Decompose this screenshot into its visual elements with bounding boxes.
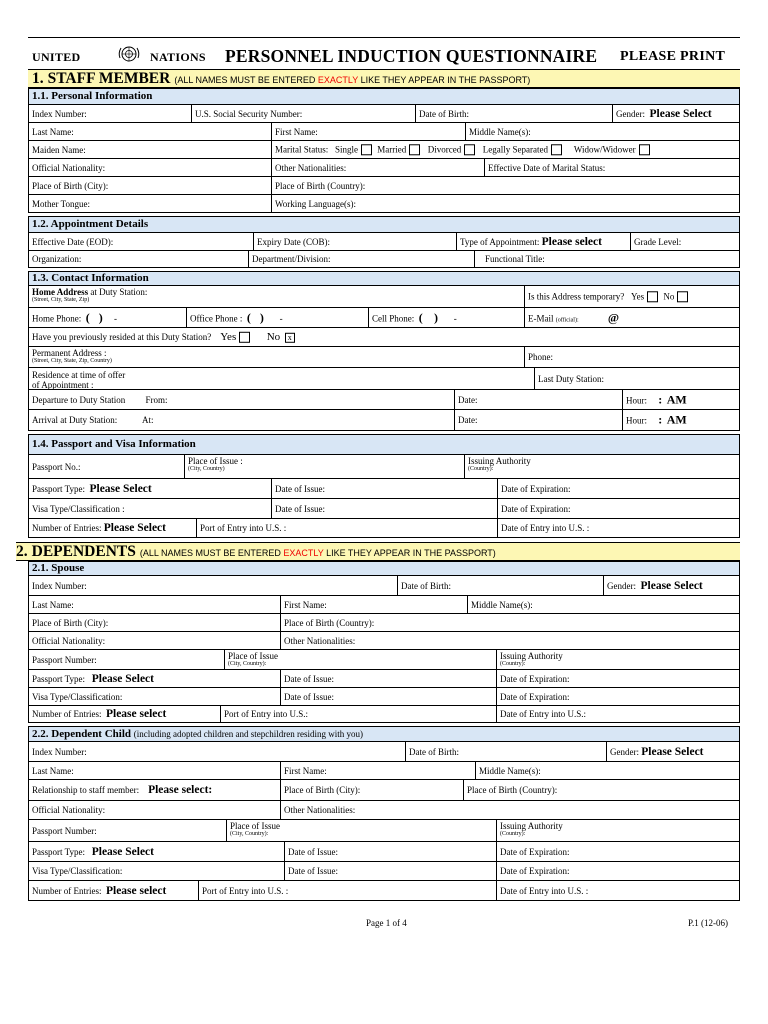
spouse-other-nationalities-field[interactable]: Other Nationalities: (280, 632, 739, 649)
spouse-pob-country-field[interactable]: Place of Birth (Country): (280, 614, 739, 631)
org-name-left: UNITED (32, 50, 81, 64)
child-other-nationalities-field[interactable]: Other Nationalities: (280, 801, 739, 819)
un-emblem-icon (116, 44, 142, 64)
child-official-nationality-field[interactable]: Official Nationality: (32, 805, 106, 815)
entries-value: Please Select (103, 522, 166, 534)
working-language-field[interactable]: Working Language(s): (271, 195, 739, 212)
grade-level-field[interactable]: Grade Level: (630, 233, 739, 250)
permanent-address-field[interactable]: Permanent Address : (Street, City, State, Zip, Country) (32, 348, 112, 364)
contact-information-block (28, 271, 740, 431)
departure-am-label: AM (666, 392, 687, 406)
spouse-port-of-entry-field[interactable]: Port of Entry into U.S.: (220, 706, 496, 722)
passport-date-issue-field[interactable]: Date of Issue: (271, 479, 497, 498)
spouse-row-1 (29, 576, 739, 596)
number-of-entries-select[interactable]: Number of Entries: Please Select (32, 522, 166, 534)
single-checkbox[interactable] (361, 144, 372, 155)
contact-row-4 (29, 347, 739, 368)
form-code: P.1 (12-06) (688, 918, 728, 928)
child-visa-type-field[interactable]: Visa Type/Classification: (32, 866, 123, 876)
appointment-details-block (28, 216, 740, 268)
middle-name-field[interactable]: Middle Name(s): (465, 123, 739, 140)
spouse-row-3 (29, 614, 739, 632)
last-duty-station-field[interactable]: Last Duty Station: (534, 368, 739, 389)
spouse-passport-type-select[interactable]: Passport Type: Please Select (32, 672, 154, 685)
spouse-row-2 (29, 596, 739, 614)
child-gender-value: Please Select (641, 745, 704, 758)
spouse-row-8 (29, 706, 739, 722)
spouse-visa-date-issue-field[interactable]: Date of Issue: (280, 688, 496, 705)
child-entries-select[interactable]: Number of Entries: Please select (32, 884, 167, 897)
child-passport-number-field[interactable]: Passport Number: (32, 825, 97, 836)
married-checkbox[interactable] (409, 144, 420, 155)
page-title: PERSONNEL INDUCTION QUESTIONNAIRE (225, 46, 598, 66)
child-last-name-field[interactable]: Last Name: (32, 765, 74, 776)
child-row-4 (29, 801, 739, 820)
appointment-details-heading: 1.2. Appointment Details (29, 217, 739, 233)
child-index-number-field[interactable]: Index Number: (32, 746, 87, 757)
prev-resided-yes-checkbox[interactable] (239, 332, 250, 343)
personal-row-6 (29, 195, 739, 212)
passport-visa-block (28, 434, 740, 538)
residence-at-offer-field[interactable]: Residence at time of offer of Appointment : (32, 370, 126, 389)
section-2-note: (ALL NAMES MUST BE ENTERED EXACTLY LIKE THEY APPEAR IN THE PASSPORT) (139, 548, 496, 558)
passport-type-value: Please Select (89, 482, 152, 495)
place-of-birth-country-field[interactable]: Place of Birth (Country): (271, 177, 739, 194)
personal-row-2 (29, 123, 739, 141)
spouse-row-7 (29, 688, 739, 706)
section-1-note-emphasis: EXACTLY (317, 75, 359, 85)
child-row-2 (29, 762, 739, 780)
spouse-middle-name-field[interactable]: Middle Name(s): (467, 596, 739, 613)
eod-field[interactable]: Effective Date (EOD): (32, 236, 114, 247)
issuing-authority-field[interactable]: Issuing Authority (Country): (464, 455, 739, 478)
spouse-official-nationality-field[interactable]: Official Nationality: (32, 635, 106, 646)
visa-date-expiration-field[interactable]: Date of Expiration: (497, 499, 739, 518)
contact-information-heading: 1.3. Contact Information (29, 272, 739, 286)
home-phone-field[interactable]: Home Phone: ( ) - (32, 310, 117, 324)
child-dob-field[interactable]: Date of Birth: (405, 742, 606, 761)
ssn-field[interactable]: U.S. Social Security Number: (191, 105, 415, 122)
spouse-dob-field[interactable]: Date of Birth: (397, 576, 603, 595)
office-phone-field[interactable]: Office Phone : ( ) - (186, 308, 368, 327)
child-gender-select[interactable]: Gender: Please Select (606, 742, 739, 761)
mother-tongue-field[interactable]: Mother Tongue: (32, 198, 90, 209)
temporary-no-checkbox[interactable] (677, 291, 688, 302)
spouse-row-6 (29, 670, 739, 688)
spouse-place-of-issue-field[interactable]: Place of Issue (City, Country): (224, 650, 496, 669)
section-1-title: STAFF MEMBER (47, 70, 171, 87)
departure-from-field[interactable]: Departure to Duty Station From: (32, 394, 168, 405)
personal-row-3 (29, 141, 739, 159)
visa-type-field[interactable]: Visa Type/Classification : (32, 503, 125, 514)
arrival-hour-field[interactable]: Hour: : AM (622, 410, 739, 430)
personal-row-1 (29, 105, 739, 123)
spouse-row-4 (29, 632, 739, 650)
spouse-passport-date-expiration-field[interactable]: Date of Expiration: (496, 670, 739, 687)
contact-row-7 (29, 410, 739, 430)
passport-type-select[interactable]: Passport Type: Please Select (32, 482, 152, 495)
departure-hour-field[interactable]: Hour: : AM (622, 390, 739, 409)
section-2-number: 2. (16, 543, 28, 560)
child-issuing-authority-field[interactable]: Issuing Authority (Country): (496, 820, 739, 841)
contact-row-6 (29, 390, 739, 410)
spouse-visa-type-field[interactable]: Visa Type/Classification: (32, 691, 123, 702)
child-passport-date-issue-field[interactable]: Date of Issue: (284, 842, 496, 861)
prev-resided-no-checkbox[interactable]: x (285, 333, 295, 343)
contact-row-5 (29, 368, 739, 390)
first-name-field[interactable]: First Name: (271, 123, 465, 140)
spouse-passport-date-issue-field[interactable]: Date of Issue: (280, 670, 496, 687)
last-name-field[interactable]: Last Name: (32, 126, 74, 137)
section-2-note-emphasis: EXACTLY (283, 548, 324, 558)
child-first-name-field[interactable]: First Name: (280, 762, 475, 779)
please-print-label: PLEASE PRINT (620, 49, 726, 64)
child-entries-value: Please select (105, 884, 167, 897)
child-visa-date-issue-field[interactable]: Date of Issue: (284, 862, 496, 880)
appointment-type-select[interactable]: Type of Appointment: Please select (456, 233, 630, 250)
email-field[interactable]: E-Mail (official): @ (524, 308, 739, 327)
child-passport-type-select[interactable]: Passport Type: Please Select (32, 845, 154, 858)
spouse-index-number-field[interactable]: Index Number: (32, 580, 87, 591)
child-relationship-value: Please select: (148, 784, 213, 796)
department-field[interactable]: Department/Division: (248, 251, 474, 267)
arrival-date-field[interactable]: Date: (454, 410, 622, 430)
departure-date-field[interactable]: Date: (454, 390, 622, 409)
maiden-name-field[interactable]: Maiden Name: (32, 144, 86, 155)
home-address-field[interactable]: Home Address at Duty Station: (Street, City, State, Zip) (32, 287, 148, 303)
child-row-8 (29, 881, 739, 900)
cob-field[interactable]: Expiry Date (COB): (253, 233, 456, 250)
date-of-birth-field[interactable]: Date of Birth: (415, 105, 612, 122)
spouse-gender-select[interactable]: Gender: Please Select (603, 576, 739, 595)
spouse-row-5 (29, 650, 739, 670)
spouse-entries-value: Please select (105, 708, 167, 720)
child-pob-country-field[interactable]: Place of Birth (Country): (463, 780, 739, 800)
dependent-child-heading: 2.2. Dependent Child (including adopted children and stepchildren residing with you) (29, 727, 739, 742)
contact-row-1 (29, 286, 739, 308)
child-middle-name-field[interactable]: Middle Name(s): (475, 762, 739, 779)
appointment-type-value: Please select (541, 235, 602, 248)
spouse-heading: 2.1. Spouse (29, 562, 739, 576)
passport-row-1 (29, 455, 739, 479)
child-date-of-entry-field[interactable]: Date of Entry into U.S. : (496, 881, 739, 900)
child-row-3 (29, 780, 739, 801)
appointment-row-2 (29, 251, 739, 267)
appointment-row-1 (29, 233, 739, 251)
child-relationship-select[interactable]: Relationship to staff member: Please select: (32, 784, 213, 796)
passport-row-3 (29, 499, 739, 519)
gender-select[interactable]: Gender: Please Select (612, 105, 739, 122)
port-of-entry-field[interactable]: Port of Entry into U.S. : (196, 519, 497, 537)
passport-date-expiration-field[interactable]: Date of Expiration: (497, 479, 739, 498)
top-rule (28, 37, 740, 38)
passport-number-field[interactable]: Passport No.: (32, 461, 81, 472)
spouse-first-name-field[interactable]: First Name: (280, 596, 467, 613)
previously-resided-group: Have you previously resided at this Duty Station? Yes No x (29, 328, 739, 346)
org-name-right: NATIONS (150, 50, 206, 64)
dependent-child-block (28, 726, 740, 901)
child-passport-type-value: Please Select (91, 845, 154, 858)
marital-status-group: Marital Status: Single Married Divorced Legally Separated Widow/Widower (271, 141, 739, 158)
child-row-1 (29, 742, 739, 762)
spouse-issuing-authority-field[interactable]: Issuing Authority (Country): (496, 650, 739, 669)
personal-row-5 (29, 177, 739, 195)
spouse-visa-date-expiration-field[interactable]: Date of Expiration: (496, 688, 739, 705)
child-row-6 (29, 842, 739, 862)
effective-marital-date-field[interactable]: Effective Date of Marital Status: (484, 159, 739, 176)
index-number-field[interactable]: Index Number: (32, 108, 87, 119)
section-2-header (16, 542, 740, 561)
permanent-phone-field[interactable]: Phone: (524, 347, 739, 367)
other-nationalities-field[interactable]: Other Nationalities: (271, 159, 484, 176)
personal-information-heading: 1.1. Personal Information (29, 89, 739, 105)
child-row-7 (29, 862, 739, 881)
date-of-entry-field[interactable]: Date of Entry into U.S. : (497, 519, 739, 537)
functional-title-field[interactable]: Functional Title: (474, 251, 739, 267)
legally-separated-checkbox[interactable] (551, 144, 562, 155)
child-visa-date-expiration-field[interactable]: Date of Expiration: (496, 862, 739, 880)
page-number: Page 1 of 4 (366, 918, 407, 928)
spouse-gender-value: Please Select (640, 579, 703, 592)
gender-select-value: Please Select (649, 107, 712, 120)
address-temporary-group: Is this Address temporary? Yes No (524, 286, 739, 307)
child-pob-city-field[interactable]: Place of Birth (City): (280, 780, 463, 800)
passport-row-2 (29, 479, 739, 499)
personal-row-4 (29, 159, 739, 177)
cell-phone-field[interactable]: Cell Phone: ( ) - (368, 308, 524, 327)
section-2-title: DEPENDENTS (31, 543, 136, 560)
contact-row-3 (29, 328, 739, 347)
child-place-of-issue-field[interactable]: Place of Issue (City, Country): (226, 820, 496, 841)
contact-row-2 (29, 308, 739, 328)
visa-date-issue-field[interactable]: Date of Issue: (271, 499, 497, 518)
spouse-entries-select[interactable]: Number of Entries: Please select (32, 708, 167, 720)
at-sign: @ (607, 310, 620, 324)
child-port-of-entry-field[interactable]: Port of Entry into U.S. : (198, 881, 496, 900)
dependent-child-note: (including adopted children and stepchildren residing with you) (133, 729, 363, 739)
divorced-checkbox[interactable] (464, 144, 475, 155)
section-1-header (28, 69, 740, 88)
title-row (28, 44, 740, 68)
place-of-issue-field[interactable]: Place of Issue : (City, Country) (184, 455, 464, 478)
child-passport-date-expiration-field[interactable]: Date of Expiration: (496, 842, 739, 861)
section-1-number: 1. (32, 70, 44, 87)
child-row-5 (29, 820, 739, 842)
spouse-date-of-entry-field[interactable]: Date of Entry into U.S.: (496, 706, 739, 722)
official-nationality-field[interactable]: Official Nationality: (32, 162, 106, 173)
passport-row-4 (29, 519, 739, 537)
arrival-at-field[interactable]: Arrival at Duty Station: At: (32, 415, 154, 425)
spouse-passport-type-value: Please Select (91, 672, 154, 685)
organization-field[interactable]: Organization: (32, 254, 82, 264)
temporary-yes-checkbox[interactable] (647, 291, 658, 302)
place-of-birth-city-field[interactable]: Place of Birth (City): (32, 180, 109, 191)
passport-visa-heading: 1.4. Passport and Visa Information (29, 435, 739, 455)
widow-checkbox[interactable] (639, 144, 650, 155)
spouse-last-name-field[interactable]: Last Name: (32, 599, 74, 610)
section-1-note: (ALL NAMES MUST BE ENTERED EXACTLY LIKE THEY APPEAR IN THE PASSPORT) (174, 75, 531, 85)
spouse-passport-number-field[interactable]: Passport Number: (32, 654, 97, 665)
spouse-block (28, 561, 740, 723)
spouse-pob-city-field[interactable]: Place of Birth (City): (32, 617, 109, 628)
personal-information-block (28, 88, 740, 213)
arrival-am-label: AM (666, 412, 687, 427)
